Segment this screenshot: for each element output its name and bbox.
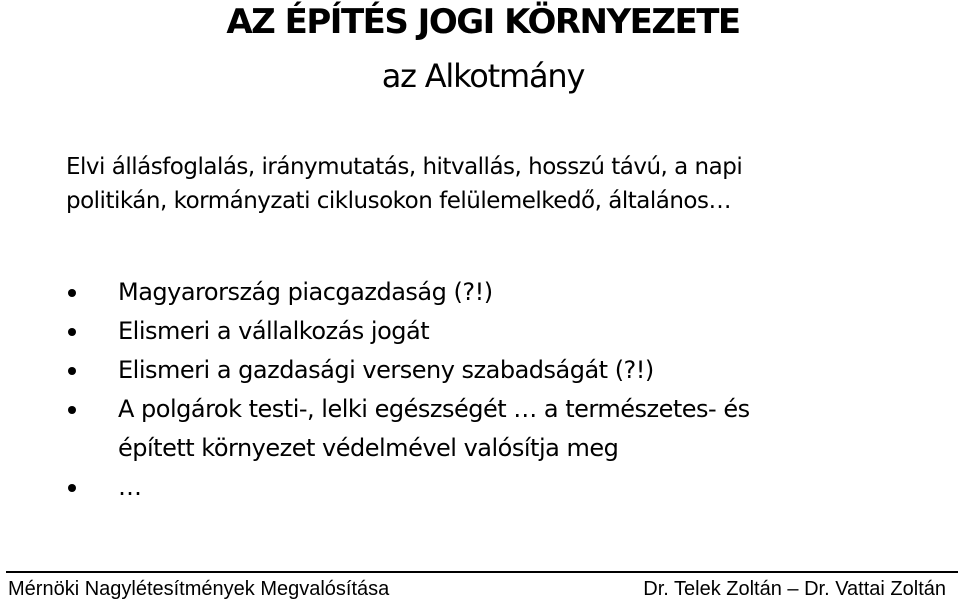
bullet-item <box>68 468 948 507</box>
bullet-text-continuation: épített környezet védelmével valósítja meg <box>118 434 619 462</box>
footer-divider <box>6 571 958 573</box>
bullet-list <box>68 273 948 507</box>
bullet-text: Elismeri a gazdasági verseny szabadságát (?!) <box>118 356 654 384</box>
bullet-dot-icon <box>68 328 76 336</box>
intro-paragraph <box>66 150 946 218</box>
bullet-dot-icon <box>68 406 76 414</box>
bullet-text: Elismeri a vállalkozás jogát <box>118 317 430 345</box>
bullet-dot-icon <box>68 289 76 297</box>
bullet-text: A polgárok testi-, lelki egészségét … a természetes- és <box>118 395 750 423</box>
slide-title: AZ ÉPÍTÉS JOGI KÖRNYEZETE <box>226 2 740 42</box>
bullet-text: Magyarország piacgazdaság (?!) <box>118 278 493 306</box>
slide-subtitle: az Alkotmány <box>381 57 585 95</box>
bullet-item <box>68 273 948 312</box>
bullet-item <box>68 351 948 390</box>
bullet-dot-icon <box>68 484 76 492</box>
bullet-text: … <box>118 473 142 501</box>
intro-line: politikán, kormányzati ciklusokon felülemelkedő, általános… <box>66 188 731 214</box>
footer-authors: Dr. Telek Zoltán – Dr. Vattai Zoltán <box>643 578 946 600</box>
footer-course-title: Mérnöki Nagylétesítmények Megvalósítása <box>8 578 390 600</box>
bullet-dot-icon <box>68 367 76 375</box>
bullet-item <box>68 312 948 351</box>
intro-line: Elvi állásfoglalás, iránymutatás, hitvallás, hosszú távú, a napi <box>66 154 743 180</box>
bullet-item <box>68 390 948 468</box>
